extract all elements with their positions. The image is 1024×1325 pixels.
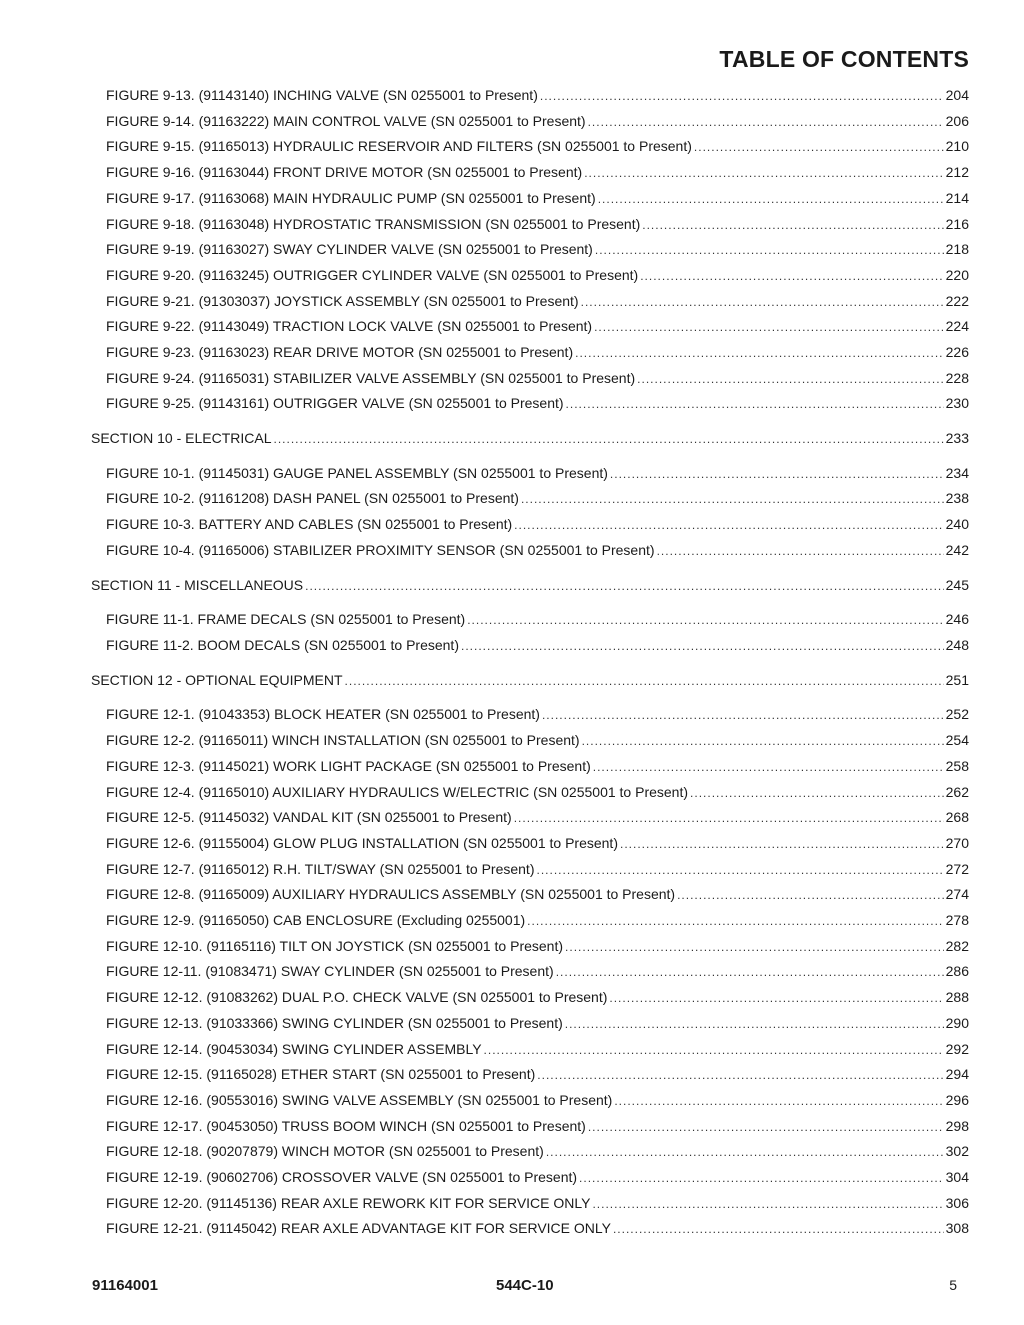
toc-figure-entry[interactable] bbox=[106, 1015, 969, 1037]
toc-entry-page: 204 bbox=[945, 87, 969, 103]
toc-figure-entry[interactable] bbox=[106, 1169, 969, 1191]
toc-entry-label: FIGURE 12-10. (91165116) TILT ON JOYSTICK (SN 0255001 to Present) bbox=[106, 938, 564, 954]
toc-entry-label: FIGURE 12-8. (91165009) AUXILIARY HYDRAULICS ASSEMBLY (SN 0255001 to Present) bbox=[106, 886, 676, 902]
toc-entry-page: 308 bbox=[945, 1220, 969, 1236]
toc-entry-label: FIGURE 9-24. (91165031) STABILIZER VALVE ASSEMBLY (SN 0255001 to Present) bbox=[106, 370, 636, 386]
toc-figure-entry[interactable] bbox=[106, 1118, 969, 1140]
toc-figure-entry[interactable] bbox=[106, 490, 969, 512]
toc-entry-label: FIGURE 12-5. (91145032) VANDAL KIT (SN 0255001 to Present) bbox=[106, 809, 512, 825]
dot-leader bbox=[592, 1197, 943, 1211]
toc-figure-entry[interactable] bbox=[106, 465, 969, 487]
dot-leader bbox=[537, 1068, 943, 1082]
toc-entry-page: 214 bbox=[945, 190, 969, 206]
dot-leader bbox=[461, 639, 944, 653]
dot-leader bbox=[556, 965, 944, 979]
toc-entry-label: FIGURE 12-12. (91083262) DUAL P.O. CHECK VALVE (SN 0255001 to Present) bbox=[106, 989, 608, 1005]
toc-entry-page: 304 bbox=[945, 1169, 969, 1185]
toc-entry-label: FIGURE 12-18. (90207879) WINCH MOTOR (SN 0255001 to Present) bbox=[106, 1143, 544, 1159]
toc-entry-label: FIGURE 9-16. (91163044) FRONT DRIVE MOTOR (SN 0255001 to Present) bbox=[106, 164, 583, 180]
dot-leader bbox=[609, 991, 943, 1005]
dot-leader bbox=[610, 467, 944, 481]
toc-figure-entry[interactable] bbox=[106, 732, 969, 754]
toc-figure-entry[interactable] bbox=[106, 370, 969, 392]
toc-entry-page: 294 bbox=[945, 1066, 969, 1082]
toc-entry-label: FIGURE 12-14. (90453034) SWING CYLINDER ASSEMBLY bbox=[106, 1041, 482, 1057]
toc-entry-label: FIGURE 11-2. BOOM DECALS (SN 0255001 to Present) bbox=[106, 637, 459, 653]
toc-entry-label: FIGURE 12-3. (91145021) WORK LIGHT PACKAGE (SN 0255001 to Present) bbox=[106, 758, 591, 774]
toc-section-entry[interactable] bbox=[91, 672, 969, 694]
toc-figure-entry[interactable] bbox=[106, 706, 969, 728]
toc-entry-label: FIGURE 12-16. (90553016) SWING VALVE ASSEMBLY (SN 0255001 to Present) bbox=[106, 1092, 613, 1108]
toc-entry-page: 228 bbox=[945, 370, 969, 386]
toc-entry-label: FIGURE 10-3. BATTERY AND CABLES (SN 0255001 to Present) bbox=[106, 516, 513, 532]
dot-leader bbox=[565, 940, 944, 954]
toc-entry-page: 230 bbox=[945, 395, 969, 411]
toc-entry-page: 262 bbox=[945, 784, 969, 800]
toc-entry-label: FIGURE 9-15. (91165013) HYDRAULIC RESERVOIR AND FILTERS (SN 0255001 to Present) bbox=[106, 138, 692, 154]
dot-leader bbox=[542, 708, 944, 722]
toc-figure-entry[interactable] bbox=[106, 293, 969, 315]
toc-entry-label: FIGURE 12-9. (91165050) CAB ENCLOSURE (Excluding 0255001) bbox=[106, 912, 526, 928]
toc-figure-entry[interactable] bbox=[106, 1143, 969, 1165]
toc-entry-page: 292 bbox=[945, 1041, 969, 1057]
toc-entry-page: 242 bbox=[945, 542, 969, 558]
toc-entry-page: 296 bbox=[945, 1092, 969, 1108]
toc-entry-label: FIGURE 12-1. (91043353) BLOCK HEATER (SN 0255001 to Present) bbox=[106, 706, 540, 722]
toc-figure-entry[interactable] bbox=[106, 1195, 969, 1217]
toc-entry-label: FIGURE 9-20. (91163245) OUTRIGGER CYLINDER VALVE (SN 0255001 to Present) bbox=[106, 267, 639, 283]
toc-entry-label: FIGURE 9-17. (91163068) MAIN HYDRAULIC PUMP (SN 0255001 to Present) bbox=[106, 190, 596, 206]
toc-entry-page: 252 bbox=[945, 706, 969, 722]
dot-leader bbox=[595, 243, 944, 257]
dot-leader bbox=[581, 295, 944, 309]
toc-entry-page: 218 bbox=[945, 241, 969, 257]
dot-leader bbox=[640, 269, 943, 283]
toc-entry-label: FIGURE 12-7. (91165012) R.H. TILT/SWAY (SN 0255001 to Present) bbox=[106, 861, 535, 877]
toc-entry-page: 290 bbox=[945, 1015, 969, 1031]
toc-figure-entry[interactable] bbox=[106, 1092, 969, 1114]
toc-entry-page: 258 bbox=[945, 758, 969, 774]
dot-leader bbox=[614, 1094, 943, 1108]
dot-leader bbox=[484, 1043, 944, 1057]
toc-entry-page: 220 bbox=[945, 267, 969, 283]
dot-leader bbox=[566, 397, 944, 411]
toc-entry-label: SECTION 12 - OPTIONAL EQUIPMENT bbox=[91, 672, 343, 688]
toc-entry-page: 286 bbox=[945, 963, 969, 979]
dot-leader bbox=[345, 674, 944, 688]
dot-leader bbox=[588, 1120, 944, 1134]
toc-figure-entry[interactable] bbox=[106, 1041, 969, 1063]
toc-figure-entry[interactable] bbox=[106, 1066, 969, 1088]
toc-entry-label: FIGURE 9-14. (91163222) MAIN CONTROL VALVE (SN 0255001 to Present) bbox=[106, 113, 586, 129]
dot-leader bbox=[527, 914, 943, 928]
toc-entry-label: FIGURE 12-13. (91033366) SWING CYLINDER (SN 0255001 to Present) bbox=[106, 1015, 563, 1031]
toc-figure-entry[interactable] bbox=[106, 216, 969, 238]
toc-entry-page: 302 bbox=[945, 1143, 969, 1159]
footer-model: 544C-10 bbox=[496, 1277, 554, 1294]
toc-figure-entry[interactable] bbox=[106, 516, 969, 538]
dot-leader bbox=[588, 115, 944, 129]
toc-figure-entry[interactable] bbox=[106, 861, 969, 883]
toc-figure-entry[interactable] bbox=[106, 938, 969, 960]
toc-figure-entry[interactable] bbox=[106, 989, 969, 1011]
dot-leader bbox=[620, 837, 944, 851]
toc-entry-label: FIGURE 12-15. (91165028) ETHER START (SN 0255001 to Present) bbox=[106, 1066, 536, 1082]
toc-entry-page: 210 bbox=[945, 138, 969, 154]
toc-figure-entry[interactable] bbox=[106, 637, 969, 659]
toc-figure-entry[interactable] bbox=[106, 758, 969, 780]
toc-entry-label: FIGURE 12-6. (91155004) GLOW PLUG INSTALLATION (SN 0255001 to Present) bbox=[106, 835, 618, 851]
toc-figure-entry[interactable] bbox=[106, 267, 969, 289]
toc-section-entry[interactable] bbox=[91, 577, 969, 599]
toc-entry-label: FIGURE 10-4. (91165006) STABILIZER PROXIMITY SENSOR (SN 0255001 to Present) bbox=[106, 542, 655, 558]
toc-entry-label: FIGURE 12-11. (91083471) SWAY CYLINDER (SN 0255001 to Present) bbox=[106, 963, 554, 979]
toc-figure-entry[interactable] bbox=[106, 809, 969, 831]
toc-figure-entry[interactable] bbox=[106, 912, 969, 934]
dot-leader bbox=[657, 544, 944, 558]
toc-figure-entry[interactable] bbox=[106, 190, 969, 212]
dot-leader bbox=[467, 613, 943, 627]
toc-section-entry[interactable] bbox=[91, 430, 969, 452]
toc-entry-label: FIGURE 12-19. (90602706) CROSSOVER VALVE (SN 0255001 to Present) bbox=[106, 1169, 578, 1185]
toc-entry-label: FIGURE 9-25. (91143161) OUTRIGGER VALVE (SN 0255001 to Present) bbox=[106, 395, 564, 411]
toc-entry-label: FIGURE 12-21. (91145042) REAR AXLE ADVANTAGE KIT FOR SERVICE ONLY bbox=[106, 1220, 611, 1236]
toc-entry-page: 245 bbox=[945, 577, 969, 593]
toc-entry-label: FIGURE 9-22. (91143049) TRACTION LOCK VALVE (SN 0255001 to Present) bbox=[106, 318, 593, 334]
dot-leader bbox=[584, 166, 943, 180]
dot-leader bbox=[514, 811, 944, 825]
dot-leader bbox=[594, 320, 944, 334]
toc-entry-label: SECTION 10 - ELECTRICAL bbox=[91, 430, 272, 446]
toc-entry-label: FIGURE 9-18. (91163048) HYDROSTATIC TRANSMISSION (SN 0255001 to Present) bbox=[106, 216, 641, 232]
toc-entry-page: 254 bbox=[945, 732, 969, 748]
dot-leader bbox=[575, 346, 944, 360]
toc-entry-page: 272 bbox=[945, 861, 969, 877]
toc-entry-page: 268 bbox=[945, 809, 969, 825]
toc-entry-page: 240 bbox=[945, 516, 969, 532]
toc-figure-entry[interactable] bbox=[106, 1220, 969, 1242]
toc-figure-entry[interactable] bbox=[106, 886, 969, 908]
toc-entry-page: 226 bbox=[945, 344, 969, 360]
toc-entry-page: 238 bbox=[945, 490, 969, 506]
toc-entry-page: 278 bbox=[945, 912, 969, 928]
toc-entry-label: FIGURE 9-23. (91163023) REAR DRIVE MOTOR (SN 0255001 to Present) bbox=[106, 344, 574, 360]
toc-figure-entry[interactable] bbox=[106, 241, 969, 263]
toc-entry-page: 282 bbox=[945, 938, 969, 954]
toc-entry-page: 248 bbox=[945, 637, 969, 653]
toc-figure-entry[interactable] bbox=[106, 542, 969, 564]
dot-leader bbox=[593, 760, 944, 774]
toc-entry-page: 222 bbox=[945, 293, 969, 309]
dot-leader bbox=[540, 89, 944, 103]
dot-leader bbox=[565, 1017, 944, 1031]
dot-leader bbox=[514, 518, 943, 532]
toc-figure-entry[interactable] bbox=[106, 164, 969, 186]
toc-figure-entry[interactable] bbox=[106, 395, 969, 417]
toc-entry-label: FIGURE 11-1. FRAME DECALS (SN 0255001 to Present) bbox=[106, 611, 466, 627]
toc-figure-entry[interactable] bbox=[106, 835, 969, 857]
dot-leader bbox=[677, 888, 944, 902]
toc-entry-page: 274 bbox=[945, 886, 969, 902]
toc-entry-page: 206 bbox=[945, 113, 969, 129]
toc-entry-label: FIGURE 12-2. (91165011) WINCH INSTALLATION (SN 0255001 to Present) bbox=[106, 732, 580, 748]
dot-leader bbox=[637, 372, 943, 386]
dot-leader bbox=[613, 1222, 944, 1236]
page-title: TABLE OF CONTENTS bbox=[719, 46, 969, 72]
toc-entry-page: 212 bbox=[945, 164, 969, 180]
toc-figure-entry[interactable] bbox=[106, 87, 969, 109]
toc-figure-entry[interactable] bbox=[106, 784, 969, 806]
dot-leader bbox=[642, 218, 943, 232]
toc-entry-label: FIGURE 10-1. (91145031) GAUGE PANEL ASSEMBLY (SN 0255001 to Present) bbox=[106, 465, 608, 481]
toc-entry-label: FIGURE 10-2. (91161208) DASH PANEL (SN 0255001 to Present) bbox=[106, 490, 519, 506]
toc-entry-label: FIGURE 9-21. (91303037) JOYSTICK ASSEMBLY (SN 0255001 to Present) bbox=[106, 293, 579, 309]
toc-figure-entry[interactable] bbox=[106, 138, 969, 160]
toc-entry-page: 306 bbox=[945, 1195, 969, 1211]
toc-entry-page: 298 bbox=[945, 1118, 969, 1134]
footer-doc-number: 91164001 bbox=[92, 1277, 158, 1294]
toc-entry-label: FIGURE 9-19. (91163027) SWAY CYLINDER VALVE (SN 0255001 to Present) bbox=[106, 241, 593, 257]
toc-entry-page: 224 bbox=[945, 318, 969, 334]
dot-leader bbox=[579, 1171, 944, 1185]
toc-figure-entry[interactable] bbox=[106, 344, 969, 366]
toc-entry-page: 246 bbox=[945, 611, 969, 627]
toc-entry-page: 251 bbox=[945, 672, 969, 688]
toc-entry-page: 234 bbox=[945, 465, 969, 481]
toc-entry-label: SECTION 11 - MISCELLANEOUS bbox=[91, 577, 304, 593]
toc-figure-entry[interactable] bbox=[106, 113, 969, 135]
dot-leader bbox=[536, 863, 943, 877]
dot-leader bbox=[690, 786, 944, 800]
dot-leader bbox=[694, 140, 944, 154]
toc-figure-entry[interactable] bbox=[106, 611, 969, 633]
dot-leader bbox=[305, 579, 944, 593]
toc-entry-page: 288 bbox=[945, 989, 969, 1005]
dot-leader bbox=[521, 492, 944, 506]
dot-leader bbox=[582, 734, 944, 748]
dot-leader bbox=[546, 1145, 944, 1159]
toc-entry-label: FIGURE 12-20. (91145136) REAR AXLE REWORK KIT FOR SERVICE ONLY bbox=[106, 1195, 591, 1211]
toc-figure-entry[interactable] bbox=[106, 963, 969, 985]
dot-leader bbox=[598, 192, 944, 206]
toc-entry-page: 270 bbox=[945, 835, 969, 851]
toc-entry-label: FIGURE 12-17. (90453050) TRUSS BOOM WINCH (SN 0255001 to Present) bbox=[106, 1118, 586, 1134]
toc-entry-page: 216 bbox=[945, 216, 969, 232]
dot-leader bbox=[274, 432, 944, 446]
toc-entry-label: FIGURE 9-13. (91143140) INCHING VALVE (SN 0255001 to Present) bbox=[106, 87, 538, 103]
footer-page-number: 5 bbox=[949, 1277, 957, 1293]
toc-entry-label: FIGURE 12-4. (91165010) AUXILIARY HYDRAULICS W/ELECTRIC (SN 0255001 to Present) bbox=[106, 784, 689, 800]
toc-figure-entry[interactable] bbox=[106, 318, 969, 340]
toc-entry-page: 233 bbox=[945, 430, 969, 446]
